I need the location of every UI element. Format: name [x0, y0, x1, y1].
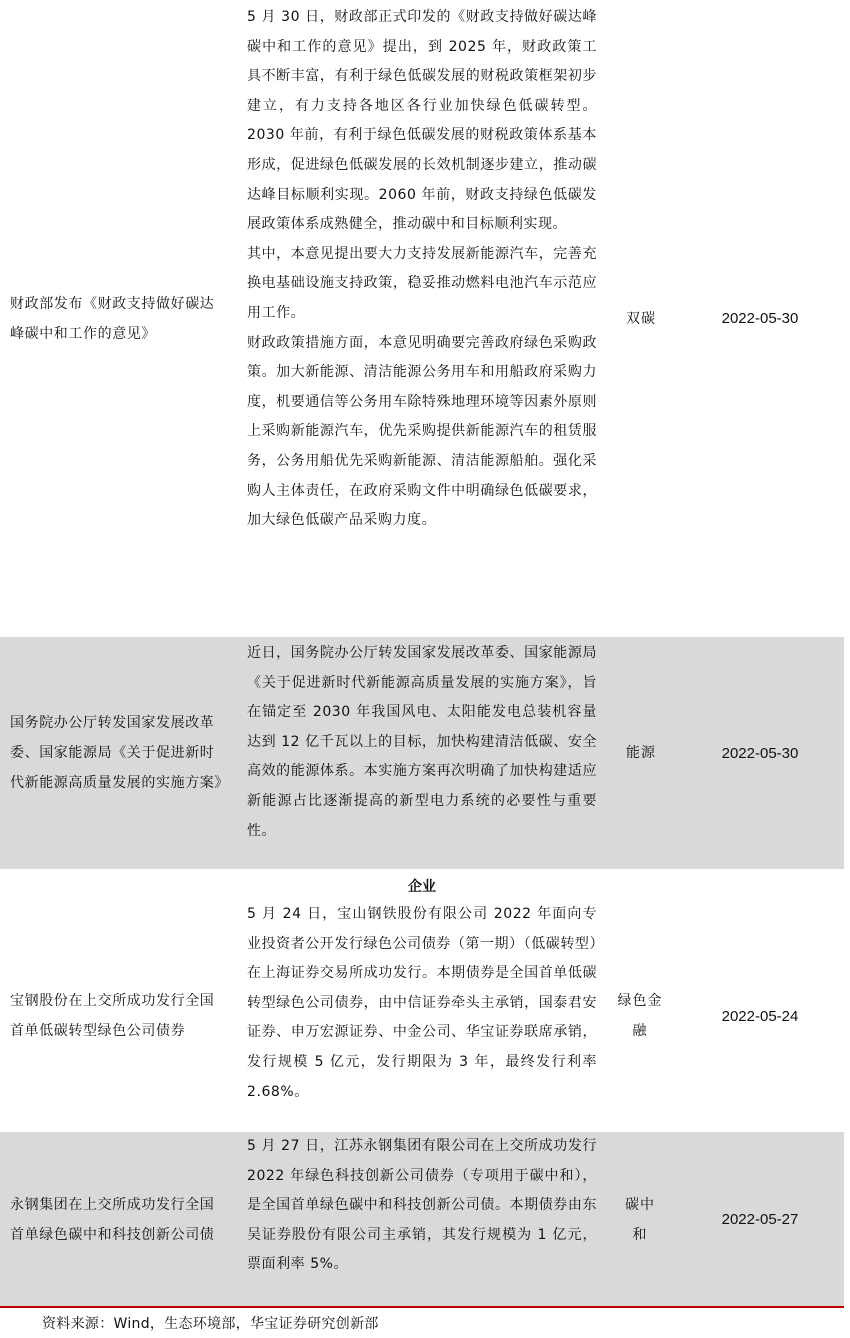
- table-row: [0, 0, 844, 637]
- row-tag: 绿色金融: [617, 993, 663, 1039]
- row-date: 2022-05-27: [721, 1211, 799, 1228]
- row-body: [247, 900, 597, 1132]
- row-title: 财政部发布《财政支持做好碳达峰碳中和工作的意见》: [10, 295, 215, 342]
- row-date: 2022-05-24: [721, 1007, 799, 1025]
- row-tag: 能源: [626, 745, 656, 761]
- row-title: 国务院办公厅转发国家发展改革委、国家能源局《关于促进新时代新能源高质量发展的实施方案》: [10, 715, 229, 791]
- row-tag: 碳中和: [625, 1196, 655, 1243]
- row-title: 宝钢股份在上交所成功发行全国首单低碳转型绿色公司债券: [10, 993, 215, 1039]
- row-title: 永钢集团在上交所成功发行全国首单绿色碳中和科技创新公司债: [10, 1196, 215, 1243]
- row-body: [247, 639, 597, 869]
- row-date: 2022-05-30: [721, 744, 799, 762]
- paragraph: 5 月 27 日，江苏永钢集团有限公司在上交所成功发行 2022 年绿色科技创新公司债券（专项用于碳中和），是全国首单绿色碳中和科技创新公司债。本期债券由东吴证券股份有限公司主承销，其发行规模为 1 亿元，票面利率 5%。: [247, 1138, 597, 1273]
- paragraph: 近日，国务院办公厅转发国家发展改革委、国家能源局《关于促进新时代新能源高质量发展的实施方案》，旨在锚定至 2030 年我国风电、太阳能发电总装机容量达到 12 亿千瓦以上的目标，加快构建清洁低碳、安全高效的能源体系。本实施方案再次明确了加快构建适应新能源占比逐渐提高的新型电力系统的必要性与重要性。: [247, 645, 597, 839]
- row-body: [247, 1132, 597, 1307]
- table-row: [0, 900, 844, 1132]
- paragraph: 财政政策措施方面，本意见明确要完善政府绿色采购政策。加大新能源、清洁能源公务用车和用船政府采购力度，机要通信等公务用车除特殊地理环境等因素外原则上采购新能源汽车，优先采购提供新能源汽车的租赁服务，公务用船优先采购新能源、清洁能源船舶。强化采购人主体责任，在政府采购文件中明确绿色低碳要求，加大绿色低碳产品采购力度。: [247, 334, 597, 529]
- row-tag: 双碳: [626, 310, 656, 327]
- table-row: [0, 637, 844, 869]
- paragraph: 其中，本意见提出要大力支持发展新能源汽车，完善充换电基础设施支持政策，稳妥推动燃料电池汽车示范应用工作。: [247, 245, 597, 321]
- paragraph: 5 月 24 日，宝山钢铁股份有限公司 2022 年面向专业投资者公开发行绿色公司债券（第一期）（低碳转型）在上海证券交易所成功发行。本期债券是全国首单低碳转型绿色公司债券，由中信证券牵头主承销，国泰君安证券、申万宏源证券、中金公司、华宝证券联席承销，发行规模 5 亿元，发行期限为 3 年，最终发行利率 2.68%。: [247, 906, 597, 1100]
- section-header: 企业: [408, 879, 436, 895]
- row-date: 2022-05-30: [721, 310, 799, 327]
- table-bottom-rule: [0, 1306, 844, 1308]
- source-note: 资料来源：Wind，生态环境部，华宝证券研究创新部: [42, 1316, 379, 1332]
- table-row: [0, 1132, 844, 1307]
- row-body: [247, 3, 597, 637]
- paragraph: 5 月 30 日，财政部正式印发的《财政支持做好碳达峰碳中和工作的意见》提出，到 2025 年，财政政策工具不断丰富，有利于绿色低碳发展的财税政策框架初步建立，有力支持各地区各行业加快绿色低碳转型。2030 年前，有利于绿色低碳发展的财税政策体系基本形成，促进绿色低碳发展的长效机制逐步建立，推动碳达峰目标顺利实现。2060 年前，财政支持绿色低碳发展政策体系成熟健全，推动碳中和目标顺利实现。: [247, 9, 597, 233]
